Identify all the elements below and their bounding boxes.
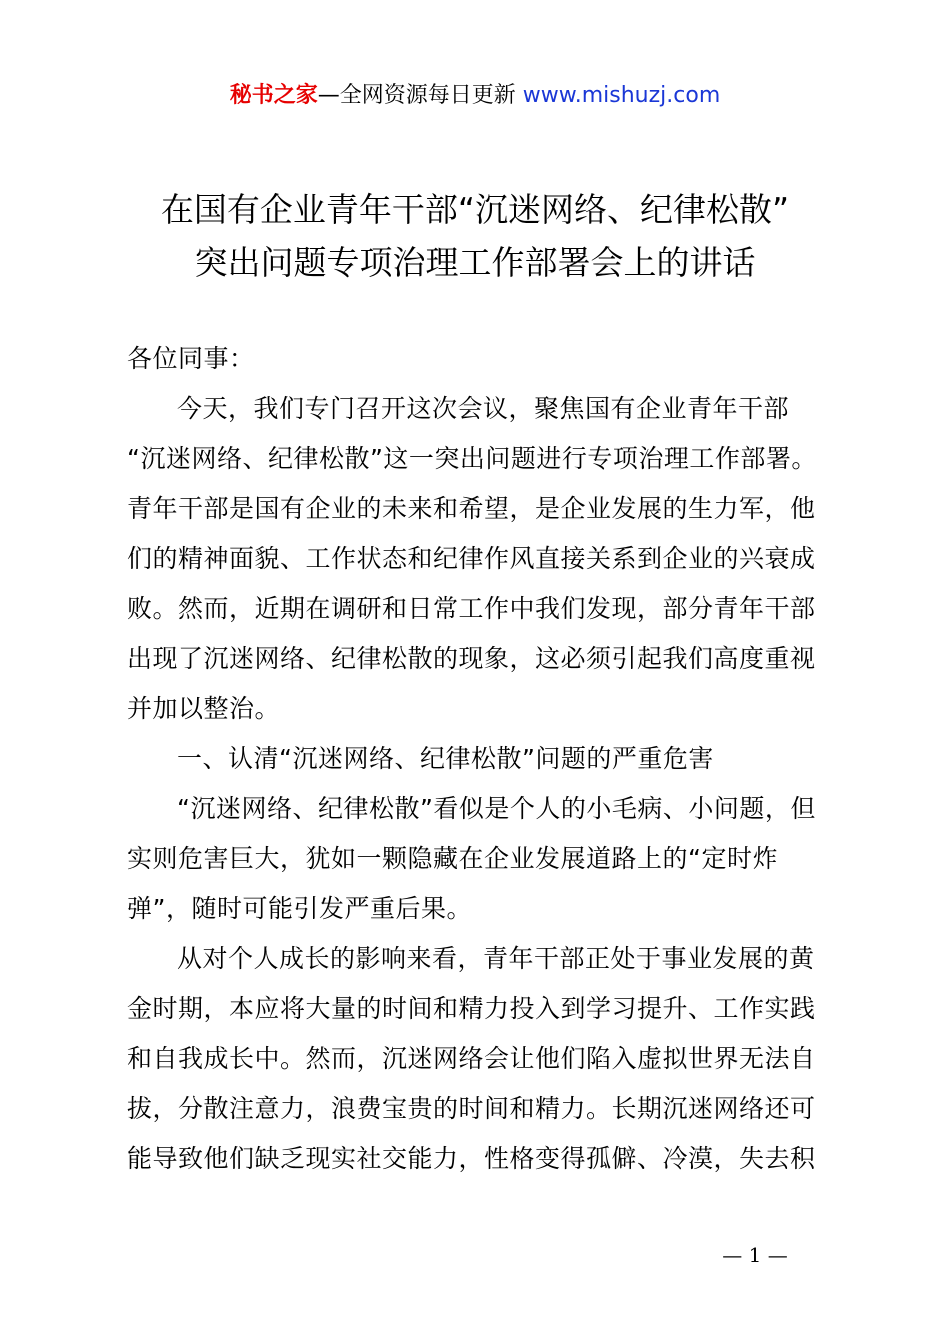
- paragraph-line: 们的精神面貌、工作状态和纪律作风直接关系到企业的兴衰成: [127, 544, 816, 573]
- site-header: [0, 80, 950, 112]
- paragraph-line: 青年干部是国有企业的未来和希望，是企业发展的生力军，他: [127, 494, 816, 523]
- page-number: — 1 —: [722, 1243, 788, 1267]
- header-url[interactable]: www.mishuzj.com: [522, 83, 721, 108]
- paragraph-line: 拔，分散注意力，浪费宝贵的时间和精力。长期沉迷网络还可: [127, 1094, 816, 1123]
- paragraph-line: 从对个人成长的影响来看，青年干部正处于事业发展的黄: [177, 944, 815, 973]
- brand-name: 秘书之家: [229, 83, 318, 108]
- paragraph-line: 出现了沉迷网络、纪律松散的现象，这必须引起我们高度重视: [127, 644, 816, 673]
- paragraph-line: 败。然而，近期在调研和日常工作中我们发现，部分青年干部: [127, 594, 816, 623]
- paragraph-line: 弹”，随时可能引发严重后果。: [127, 894, 472, 923]
- header-slogan: —全网资源每日更新: [317, 83, 523, 108]
- salutation: 各位同事：: [127, 344, 255, 373]
- paragraph-line: 和自我成长中。然而，沉迷网络会让他们陷入虚拟世界无法自: [127, 1044, 816, 1073]
- document-title: [0, 183, 950, 289]
- paragraph-line: 今天，我们专门召开这次会议，聚焦国有企业青年干部: [177, 394, 790, 423]
- paragraph-line: 金时期，本应将大量的时间和精力投入到学习提升、工作实践: [127, 994, 816, 1023]
- document-body: [127, 334, 837, 1184]
- title-line-1: 在国有企业青年干部“沉迷网络、纪律松散”: [160, 190, 790, 229]
- paragraph-line: “沉迷网络、纪律松散”看似是个人的小毛病、小问题，但: [177, 794, 816, 823]
- paragraph-line: 并加以整治。: [127, 694, 281, 723]
- title-line-2: 突出问题专项治理工作部署会上的讲话: [194, 243, 756, 282]
- section-heading: 一、认清“沉迷网络、纪律松散”问题的严重危害: [177, 744, 714, 773]
- paragraph-line: “沉迷网络、纪律松散”这一突出问题进行专项治理工作部署。: [127, 444, 817, 473]
- paragraph-line: 能导致他们缺乏现实社交能力，性格变得孤僻、冷漠，失去积: [127, 1144, 816, 1173]
- paragraph-line: 实则危害巨大，犹如一颗隐藏在企业发展道路上的“定时炸: [127, 844, 778, 873]
